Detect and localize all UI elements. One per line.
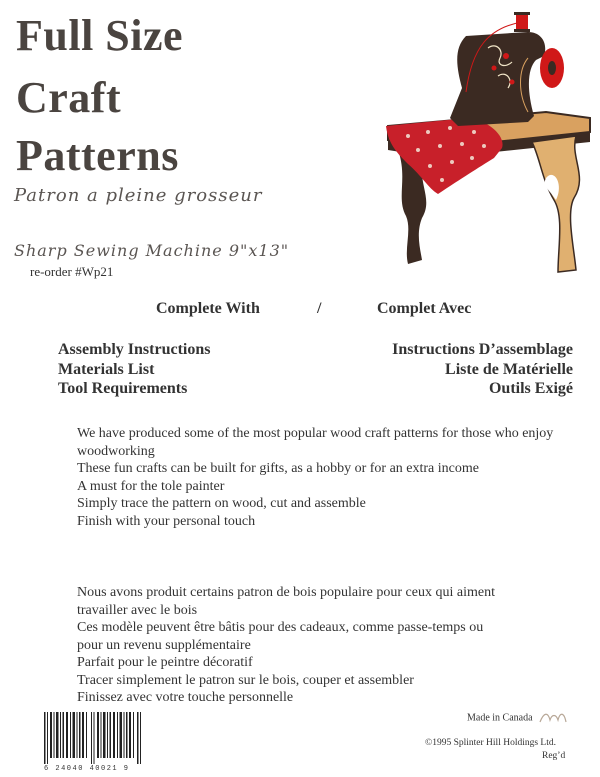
description-line: We have produced some of the most popular wood craft patterns for those who enjoy woodworking xyxy=(77,426,554,459)
description-line: Finissez avec votre touche personnelle xyxy=(77,690,294,705)
description-line: Nous avons produit certains patron de bois populaire pour ceux qui aiment travailler avec le bois xyxy=(77,585,495,618)
registered-mark: Reg’d xyxy=(542,751,566,761)
description-english xyxy=(77,425,567,530)
title-line-1: Full Size xyxy=(16,11,184,60)
title-line-3: Patterns xyxy=(16,131,179,180)
copyright-notice: ©1995 Splinter Hill Holdings Ltd. xyxy=(425,738,556,748)
barcode xyxy=(44,712,142,764)
company-logo-icon xyxy=(538,710,568,726)
complet-avec-heading: Complet Avec xyxy=(377,300,472,317)
features-french xyxy=(392,340,573,399)
feature-item: Tool Requirements xyxy=(58,380,188,397)
table-leg-right xyxy=(532,136,579,272)
feature-item: Instructions D’assemblage xyxy=(392,341,573,358)
description-french xyxy=(77,584,507,707)
description-line: A must for the tole painter xyxy=(77,478,225,494)
reorder-number: re-order #Wp21 xyxy=(30,264,114,279)
heading-separator: / xyxy=(317,300,322,317)
made-in-label: Made in Canada xyxy=(467,712,533,724)
description-line: Ces modèle peuvent être bâtis pour des cadeaux, comme passe-temps ou pour un revenu supplémentaire xyxy=(77,620,484,653)
description-line: Tracer simplement le patron sur le bois, couper et assembler xyxy=(77,672,414,688)
machine-body xyxy=(450,32,545,126)
complete-with-heading: Complete With xyxy=(156,300,260,317)
barcode-number: 6 24040 40021 9 xyxy=(44,765,130,773)
feature-item: Liste de Matérielle xyxy=(445,360,573,378)
feature-item: Assembly Instructions xyxy=(58,341,211,358)
description-line: Finish with your personal touch xyxy=(77,513,256,529)
feature-item: Materials List xyxy=(58,360,155,378)
made-in-canada xyxy=(467,710,568,726)
sewing-machine-product-image xyxy=(378,8,600,288)
description-line: Simply trace the pattern on wood, cut and assemble xyxy=(77,496,366,511)
description-line: Parfait pour le peintre décoratif xyxy=(77,655,253,670)
features-english xyxy=(58,340,210,399)
description-line: These fun crafts can be built for gifts, as a hobby or for an extra income xyxy=(77,461,479,476)
french-subtitle: Patron a pleine grosseur xyxy=(14,185,263,206)
feature-item: Outils Exigé xyxy=(488,380,573,397)
title-line-2: Craft xyxy=(16,73,122,122)
product-name: Sharp Sewing Machine 9"x13" xyxy=(14,241,290,260)
